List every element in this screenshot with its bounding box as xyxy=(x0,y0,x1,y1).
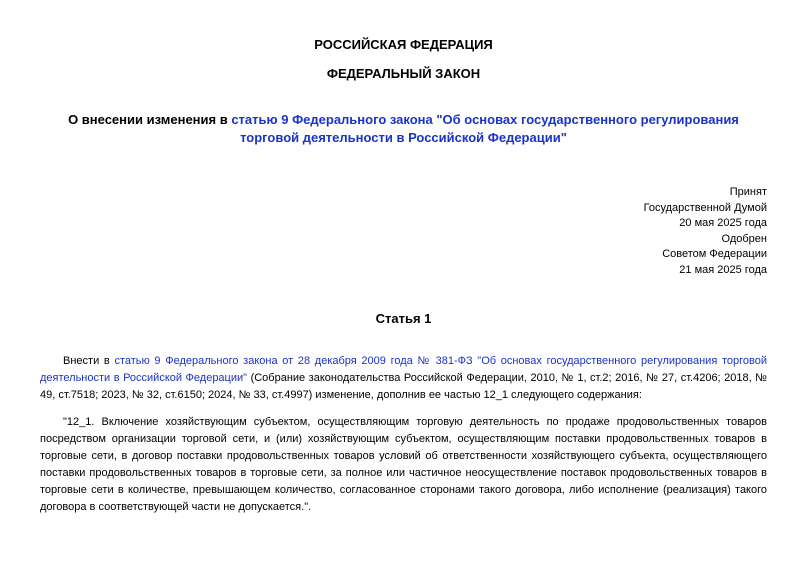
adoption-block xyxy=(644,185,767,279)
law-title-prefix: О внесении изменения в xyxy=(68,112,232,127)
approved-by: Советом Федерации xyxy=(662,248,767,261)
law-title-link[interactable]: статью 9 Федерального закона "Об основах государственного регулирования торговой деятельности в Российской Федерации" xyxy=(231,112,739,145)
article-paragraph-2: "12_1. Включение хозяйствующим субъектом, осуществляющим торговую деятельность по продаже продовольственных товаров посредством организации торговой сети, и (или) хозяйствующим субъектом, осуществляющим поставки продовольственных товаров в торговые сети, в договор поставки продовольственных товаров условий об ответственности хозяйствующего субъекта, осуществляющего поставки продовольственных товаров в торговые сети, за полное или частичное неосуществление поставок продовольственных товаров в торговые сети в количестве, превышающем количество, согласованное сторонами такого договора, либо исполнение (реализация) такого договора в соответствующей части не допускается.". xyxy=(40,416,767,513)
approved-date: 21 мая 2025 года xyxy=(679,263,767,276)
country-heading: РОССИЙСКАЯ ФЕДЕРАЦИЯ xyxy=(314,37,493,52)
article-heading: Статья 1 xyxy=(375,311,432,326)
adopted-by: Государственной Думой xyxy=(643,201,767,214)
approved-label: Одобрен xyxy=(721,232,767,245)
adopted-label: Принят xyxy=(729,186,767,198)
adopted-date: 20 мая 2025 года xyxy=(679,217,767,230)
law-type-heading: ФЕДЕРАЛЬНЫЙ ЗАКОН xyxy=(326,66,481,81)
law-title xyxy=(40,111,767,147)
paragraph-1-prefix: Внести в xyxy=(63,355,115,367)
article-paragraph-1 xyxy=(40,353,767,404)
paragraph-1-link[interactable]: статью 9 Федерального закона от 28 декабря 2009 года № 381-ФЗ "Об основах государственного регулирования торговой деятельности в Российской Федерации" xyxy=(40,355,767,384)
paragraph-1-suffix: (Собрание законодательства Российской Федерации, 2010, № 1, ст.2; 2016, № 27, ст.4206; 2018, № 49, ст.7518; 2023, № 32, ст.6150; 2024, № 33, ст.4997) изменение, дополнив ее частью 12_1 следующего содержания: xyxy=(40,372,767,401)
